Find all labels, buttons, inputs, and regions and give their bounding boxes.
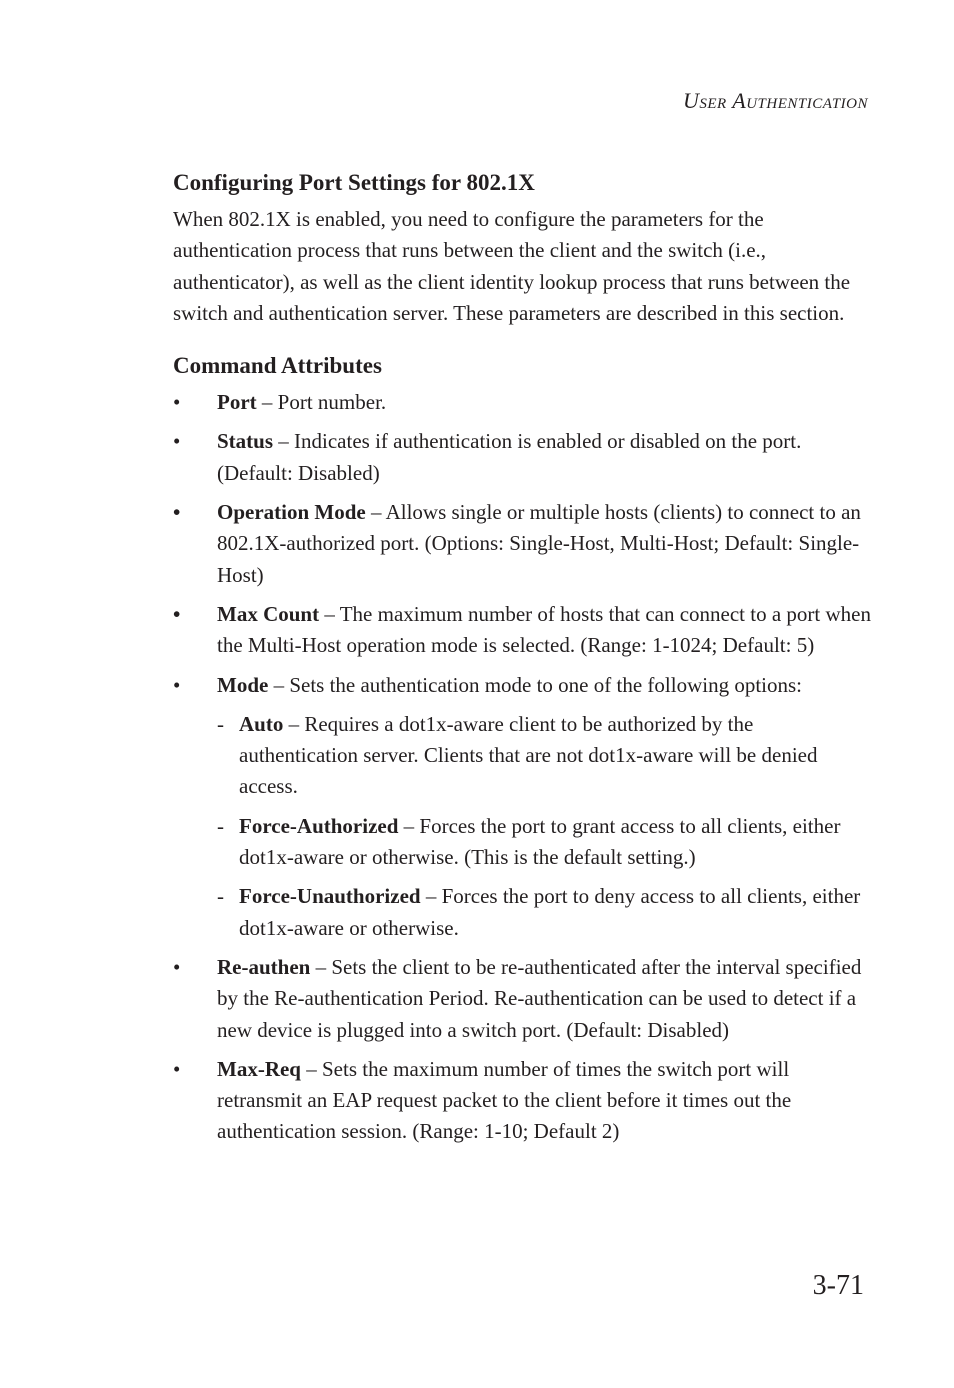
attribute-list bbox=[173, 387, 873, 1148]
attribute-term: Max Count bbox=[217, 601, 320, 626]
section-title: Configuring Port Settings for 802.1X bbox=[173, 170, 535, 195]
attribute-item-mode bbox=[173, 670, 873, 944]
bullet: • bbox=[173, 429, 181, 454]
section-intro: When 802.1X is enabled, you need to configure the parameters for the authentication process that runs between the client and the switch (i.e., authenticator), as well as the client identity lookup process that runs between the switch and authentication server. These parameters are described in this section. bbox=[173, 207, 851, 325]
bullet: • bbox=[173, 601, 181, 626]
bullet: • bbox=[173, 1056, 181, 1081]
attribute-item-re-authen bbox=[173, 952, 873, 1046]
attribute-term: Status bbox=[217, 429, 274, 454]
mode-option-term: Force-Authorized bbox=[239, 813, 399, 838]
attribute-term: Max-Req bbox=[217, 1056, 301, 1081]
page-content bbox=[173, 168, 873, 1156]
mode-option-list bbox=[217, 709, 873, 944]
attribute-item-port bbox=[173, 387, 873, 418]
attribute-description: – The maximum number of hosts that can connect to a port when the Multi-Host operation mode is selected. (Range: 1-1024; Default: 5) bbox=[217, 601, 871, 658]
attribute-term: Port bbox=[217, 390, 257, 415]
attribute-term: Re-authen bbox=[217, 954, 311, 979]
mode-option-description: – Requires a dot1x-aware client to be authorized by the authentication server. Clients that are not dot1x-aware will be denied access. bbox=[239, 711, 818, 799]
attribute-term: Operation Mode bbox=[217, 500, 366, 525]
attribute-description: – Indicates if authentication is enabled or disabled on the port. (Default: Disabled) bbox=[217, 429, 802, 485]
attribute-description: – Sets the client to be re-authenticated after the interval specified by the Re-authentication Period. Re-authentication can be used to detect if a new device is plugged into a switch port. (Default: Disabled) bbox=[217, 954, 862, 1042]
running-header: User Authentication bbox=[682, 88, 868, 113]
mode-option-auto bbox=[217, 709, 873, 803]
bullet: • bbox=[173, 954, 181, 979]
mode-option-force-authorized bbox=[217, 811, 873, 874]
attribute-item-max-req bbox=[173, 1054, 873, 1148]
attribute-item-operation-mode bbox=[173, 497, 873, 591]
page-number: 3-71 bbox=[812, 1270, 864, 1301]
attribute-description: – Sets the authentication mode to one of the following options: bbox=[268, 672, 802, 697]
bullet: • bbox=[173, 500, 181, 525]
dash: - bbox=[217, 813, 224, 838]
attribute-description: – Allows single or multiple hosts (clients) to connect to an 802.1X-authorized port. (Options: Single-Host, Multi-Host; Default: Single-Host) bbox=[217, 500, 861, 587]
bullet: • bbox=[173, 672, 181, 697]
attribute-description: – Sets the maximum number of times the switch port will retransmit an EAP request packet to the client before it times out the authentication session. (Range: 1-10; Default 2) bbox=[217, 1056, 792, 1144]
bullet: • bbox=[173, 390, 181, 415]
dash: - bbox=[217, 711, 224, 736]
mode-option-term: Auto bbox=[239, 711, 284, 736]
mode-option-term: Force-Unauthorized bbox=[239, 884, 421, 909]
attributes-title: Command Attributes bbox=[173, 353, 382, 379]
dash: - bbox=[217, 884, 224, 909]
attribute-term: Mode bbox=[217, 672, 269, 697]
attribute-item-max-count bbox=[173, 599, 873, 662]
attribute-description: – Port number. bbox=[256, 390, 387, 415]
mode-option-description: – Forces the port to deny access to all clients, either dot1x-aware or otherwise. bbox=[239, 884, 861, 940]
attribute-item-status bbox=[173, 426, 873, 489]
mode-option-description: – Forces the port to grant access to all clients, either dot1x-aware or otherwise. (This is the default setting.) bbox=[239, 813, 841, 870]
mode-option-force-unauthorized bbox=[217, 881, 873, 944]
